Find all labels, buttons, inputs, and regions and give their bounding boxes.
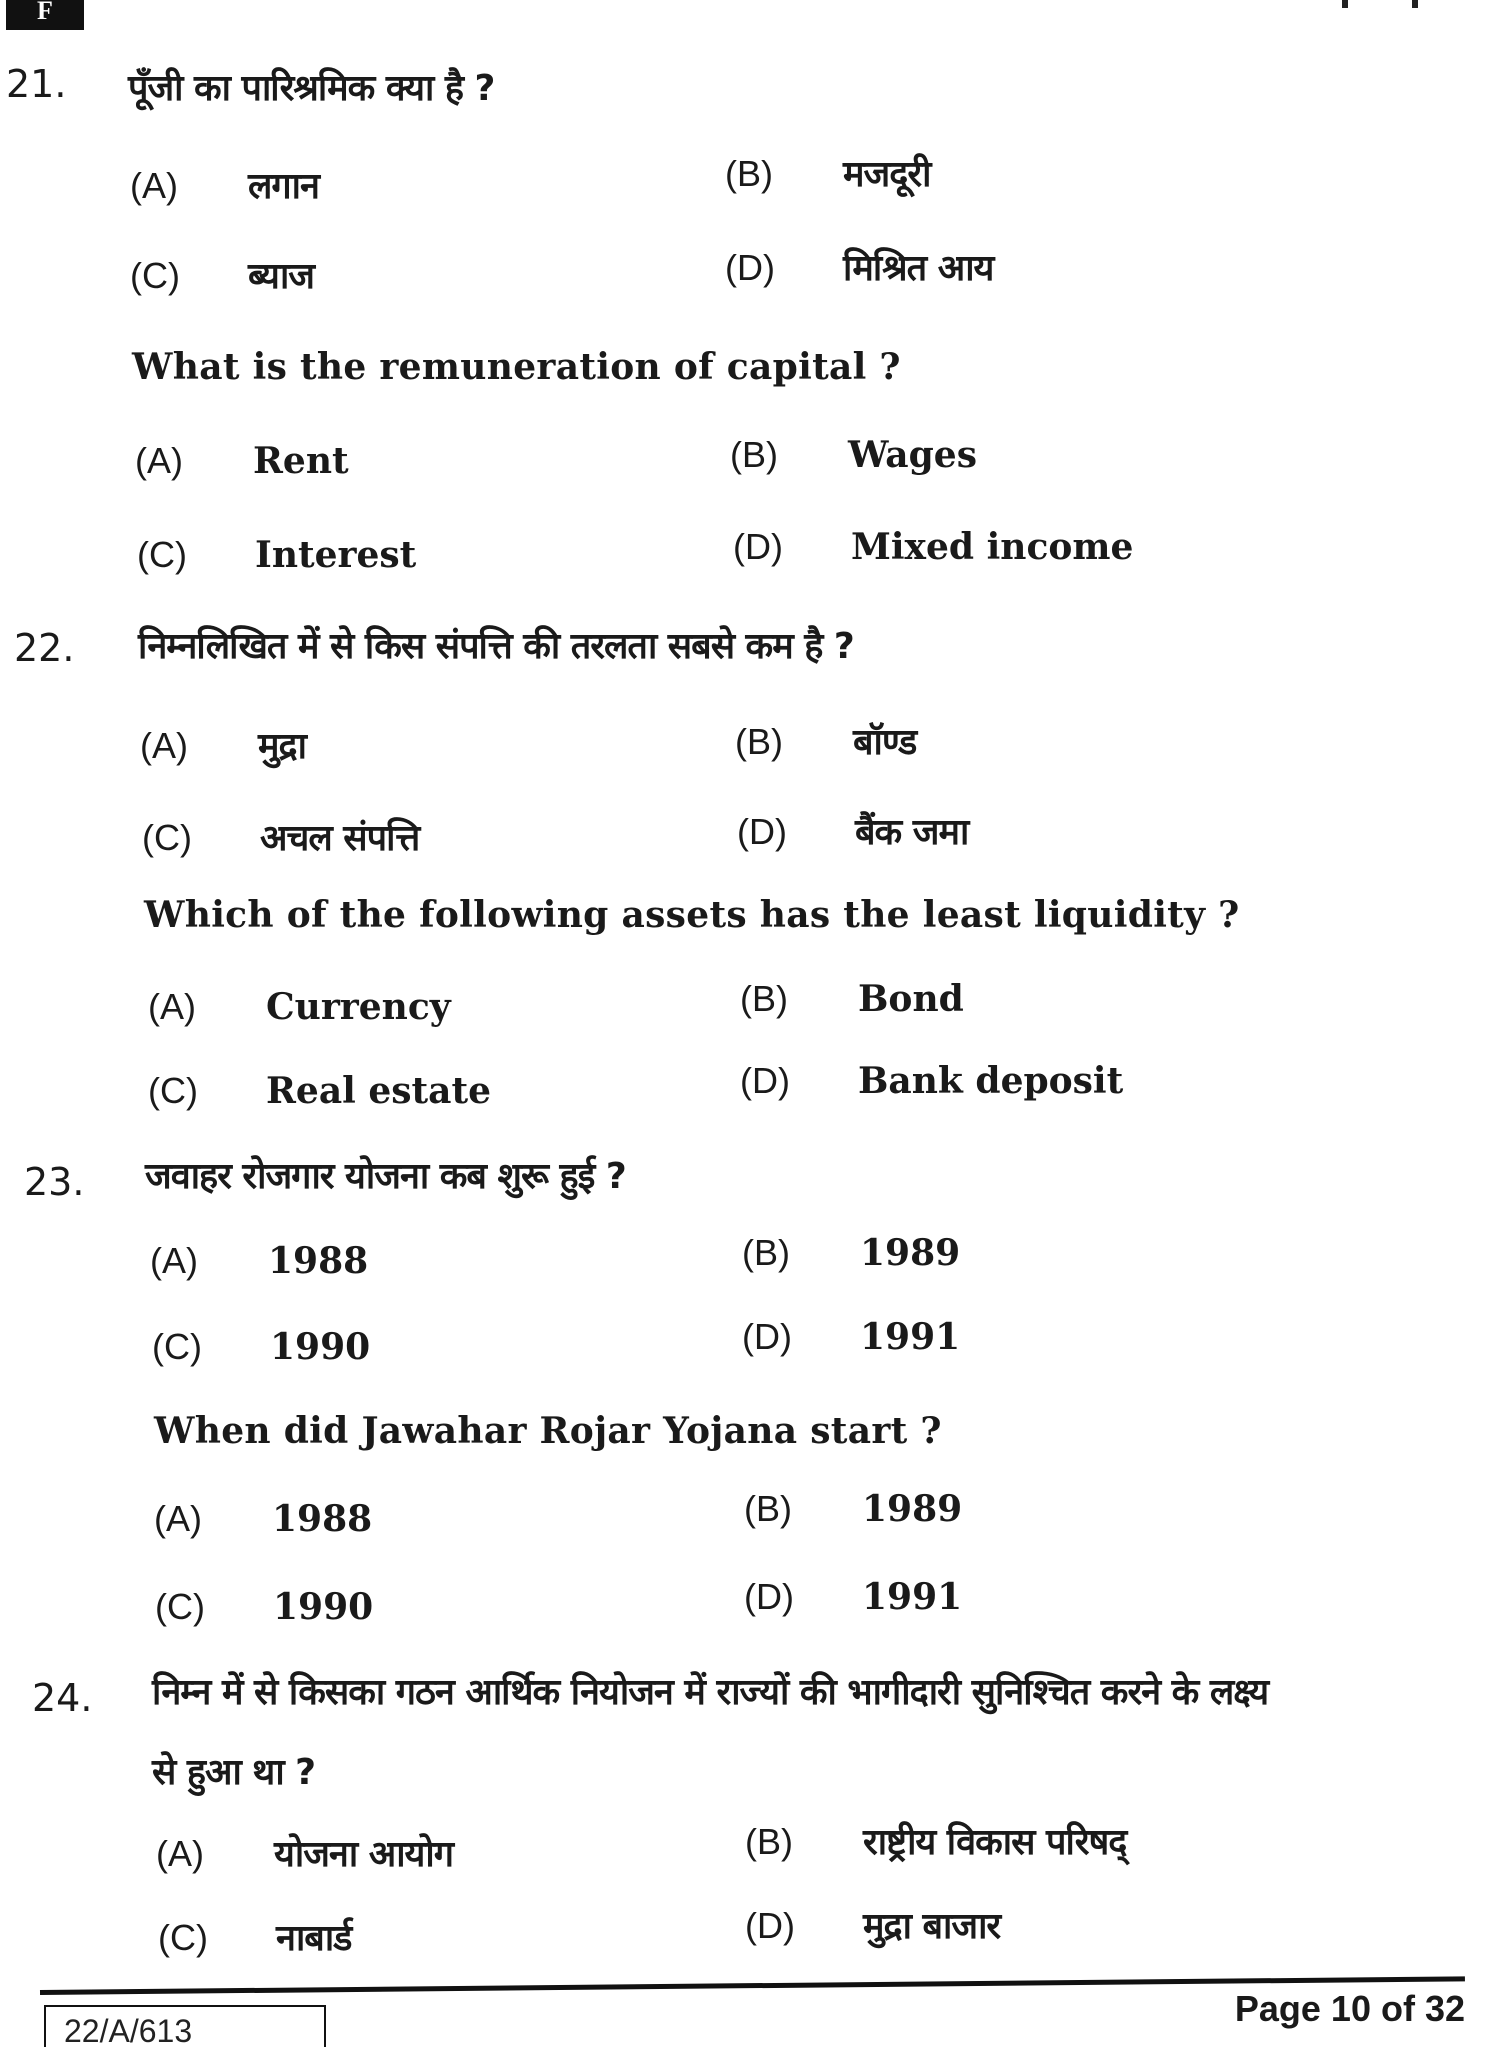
option-value: अचल संपत्ति <box>260 818 420 859</box>
option-d-hindi[interactable] <box>742 1316 960 1358</box>
option-b-english[interactable] <box>744 1488 962 1530</box>
option-label: (D) <box>745 1905 795 1946</box>
option-label: (C) <box>142 817 192 858</box>
question-text-hindi: जवाहर रोजगार योजना कब शुरू हुई ? <box>145 1156 626 1197</box>
option-value: 1989 <box>860 1232 961 1274</box>
option-value: मिश्रित आय <box>843 248 994 289</box>
option-value: Interest <box>255 534 417 576</box>
option-value: मजदूरी <box>843 154 931 195</box>
option-value: 1989 <box>862 1488 963 1530</box>
paper-code-box: 22/A/613 <box>44 2005 326 2047</box>
option-label: (A) <box>150 1240 198 1281</box>
option-a-hindi[interactable] <box>156 1828 453 1877</box>
option-value: 1988 <box>272 1498 373 1540</box>
booklet-series-badge: F <box>6 0 84 30</box>
option-label: (A) <box>135 440 183 481</box>
option-value: ब्याज <box>248 256 314 297</box>
option-a-english[interactable] <box>148 986 451 1028</box>
option-label: (D) <box>737 811 787 852</box>
option-value: राष्ट्रीय विकास परिषद् <box>863 1822 1127 1863</box>
option-label: (B) <box>735 721 783 762</box>
option-label: (D) <box>744 1576 794 1617</box>
option-label: (B) <box>730 434 778 475</box>
question-text-hindi: निम्नलिखित में से किस संपत्ति की तरलता सबसे कम है ? <box>138 626 854 667</box>
option-a-hindi[interactable] <box>140 720 306 769</box>
option-d-english[interactable] <box>733 526 1133 568</box>
option-b-english[interactable] <box>730 434 977 476</box>
option-label: (D) <box>740 1060 790 1101</box>
option-label: (D) <box>742 1316 792 1357</box>
question-text-hindi: पूँजी का पारिश्रमिक क्या है ? <box>128 68 495 109</box>
option-label: (C) <box>158 1917 208 1958</box>
option-a-english[interactable] <box>135 440 349 482</box>
option-label: (B) <box>725 153 773 194</box>
option-label: (A) <box>130 165 178 206</box>
question-text-english: Which of the following assets has the least liquidity ? <box>144 894 1240 936</box>
option-label: (A) <box>156 1833 204 1874</box>
corner-mark <box>1412 0 1418 8</box>
option-label: (A) <box>140 725 188 766</box>
option-c-english[interactable] <box>155 1586 373 1628</box>
option-value: Rent <box>253 440 349 482</box>
option-value: Bank deposit <box>858 1060 1124 1102</box>
question-text-hindi-line1: निम्न में से किसका गठन आर्थिक नियोजन में राज्यों की भागीदारी सुनिश्चित करने के लक्ष्य <box>152 1672 1269 1713</box>
option-value: Wages <box>848 434 977 476</box>
option-b-hindi[interactable] <box>742 1232 960 1274</box>
corner-mark <box>1342 0 1348 8</box>
page-number: Page 10 of 32 <box>1234 1988 1465 2029</box>
option-label: (D) <box>733 526 783 567</box>
question-text-english: When did Jawahar Rojar Yojana start ? <box>154 1410 942 1452</box>
option-b-hindi[interactable] <box>745 1816 1126 1865</box>
option-value: Mixed income <box>851 526 1134 568</box>
option-label: (A) <box>154 1498 202 1539</box>
question-text-hindi-line2: से हुआ था ? <box>152 1752 316 1793</box>
option-label: (C) <box>130 255 180 296</box>
option-c-hindi[interactable] <box>158 1912 351 1961</box>
option-value: 1988 <box>268 1240 369 1282</box>
option-c-hindi[interactable] <box>130 250 314 299</box>
option-d-english[interactable] <box>744 1576 962 1618</box>
question-text-english: What is the remuneration of capital ? <box>132 346 901 388</box>
option-a-hindi[interactable] <box>130 160 319 209</box>
option-value: बैंक जमा <box>855 812 969 853</box>
option-label: (B) <box>745 1821 793 1862</box>
option-value: 1990 <box>273 1586 374 1628</box>
option-d-hindi[interactable] <box>737 806 968 855</box>
option-label: (B) <box>740 978 788 1019</box>
option-value: योजना आयोग <box>274 1834 454 1875</box>
option-value: लगान <box>248 166 319 207</box>
option-label: (D) <box>725 247 775 288</box>
option-d-hindi[interactable] <box>745 1900 1000 1949</box>
option-c-hindi[interactable] <box>142 812 419 861</box>
question-number: 23. <box>24 1160 85 1204</box>
option-a-hindi[interactable] <box>150 1240 368 1282</box>
option-label: (B) <box>742 1232 790 1273</box>
option-value: Bond <box>858 978 964 1020</box>
option-label: (C) <box>155 1586 205 1627</box>
option-label: (C) <box>152 1326 202 1367</box>
option-value: Real estate <box>266 1070 492 1112</box>
question-number: 21. <box>6 62 67 106</box>
option-b-english[interactable] <box>740 978 964 1020</box>
option-value: बॉण्ड <box>853 722 917 763</box>
option-value: 1990 <box>270 1326 371 1368</box>
option-value: 1991 <box>860 1316 961 1358</box>
option-b-hindi[interactable] <box>725 148 930 197</box>
option-label: (B) <box>744 1488 792 1529</box>
option-c-hindi[interactable] <box>152 1326 370 1368</box>
question-number: 24. <box>32 1676 93 1720</box>
option-d-hindi[interactable] <box>725 242 993 291</box>
option-value: मुद्रा <box>258 726 306 767</box>
option-label: (C) <box>137 534 187 575</box>
option-a-english[interactable] <box>154 1498 372 1540</box>
option-value: Currency <box>266 986 451 1028</box>
option-value: नाबार्ड <box>276 1918 352 1959</box>
question-number: 22. <box>14 626 75 670</box>
option-label: (A) <box>148 986 196 1027</box>
option-value: 1991 <box>862 1576 963 1618</box>
option-b-hindi[interactable] <box>735 716 916 765</box>
option-d-english[interactable] <box>740 1060 1123 1102</box>
option-value: मुद्रा बाजार <box>863 1906 1001 1947</box>
option-c-english[interactable] <box>137 534 416 576</box>
option-c-english[interactable] <box>148 1070 491 1112</box>
option-label: (C) <box>148 1070 198 1111</box>
